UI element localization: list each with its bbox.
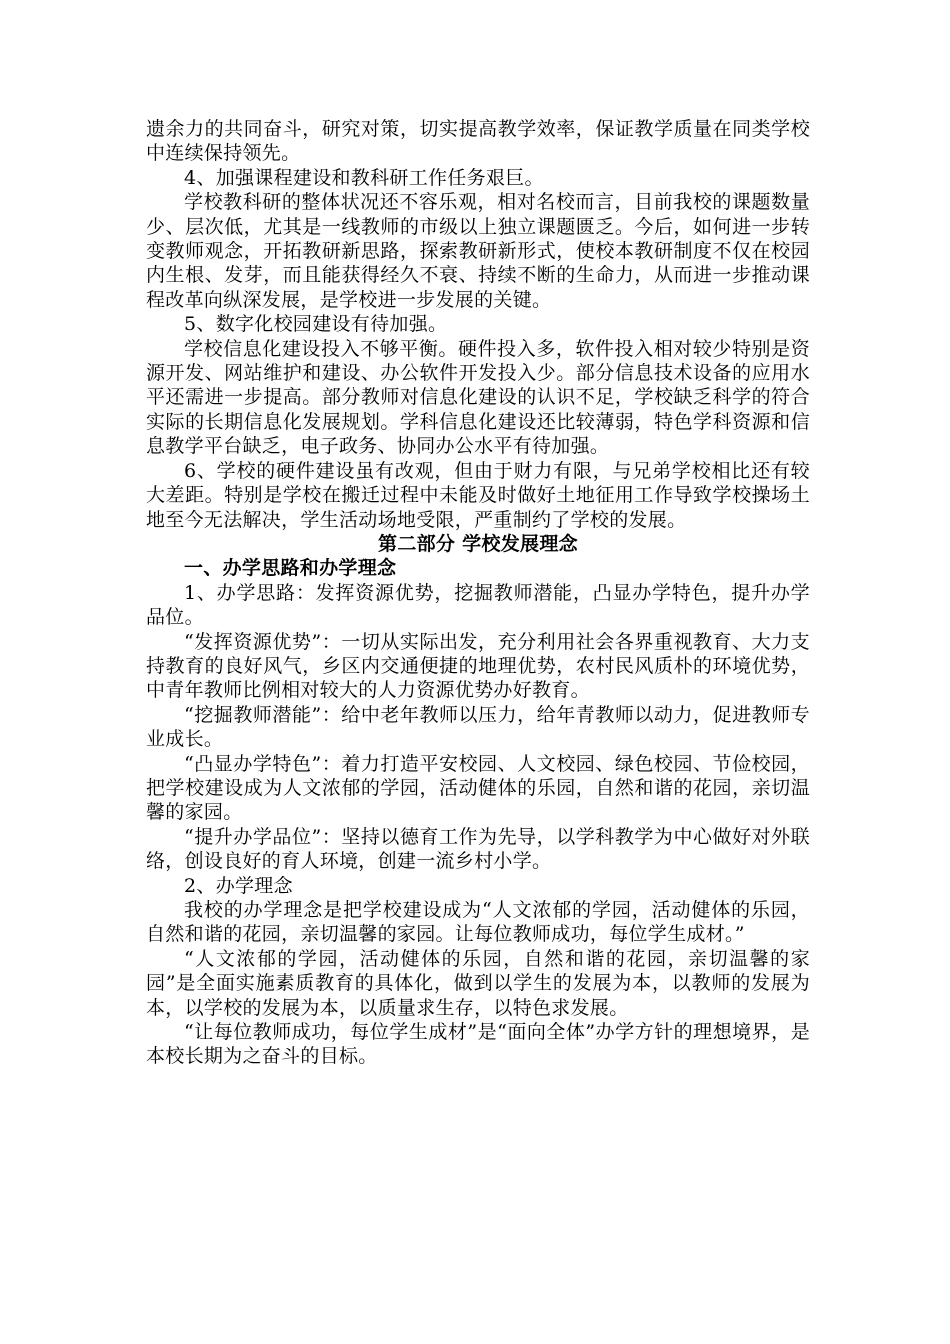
paragraph-quality-education: “人文浓郁的学园，活动健体的乐园，自然和谐的花园，亲切温馨的家园”是全面实施素质教育的具体化，做到以学生的发展为本，以教师的发展为本，以学校的发展为本，以质量求生存，以特色求发展。 bbox=[146, 947, 810, 1019]
item-heading-4: 4、加强课程建设和教科研工作任务艰巨。 bbox=[184, 166, 544, 189]
paragraph-digital-campus: 学校信息化建设投入不够平衡。硬件投入多，软件投入相对较少特别是资源开发、网站维护和建设、办公软件开发投入少。部分信息技术设备的应用水平还需进一步提高。部分教师对信息化建设的认识不足，学校缺乏科学的符合实际的长期信息化发展规划。学科信息化建设还比较薄弱，特色学科资源和信息教学平台缺乏，电子政务、协同办公水平有待加强。 bbox=[146, 337, 810, 458]
paragraph-goal: “让每位教师成功，每位学生成材”是“面向全体”办学方针的理想境界，是本校长期为之奋斗的目标。 bbox=[146, 1021, 810, 1068]
paragraph-school-idea: 1、办学思路：发挥资源优势，挖掘教师潜能，凸显办学特色，提升办学品位。 bbox=[146, 581, 810, 629]
document-page bbox=[146, 117, 810, 1069]
paragraph-school-quality: “提升办学品位”：坚持以德育工作为先导，以学科教学为中心做好对外联络，创设良好的育人环境，创建一流乡村小学。 bbox=[146, 825, 810, 873]
item-heading-philosophy: 2、办学理念 bbox=[184, 874, 293, 897]
item-heading-5: 5、数字化校园建设有待加强。 bbox=[184, 313, 448, 336]
paragraph-research: 学校教科研的整体状况还不容乐观，相对名校而言，目前我校的课题数量少、层次低，尤其是一线教师的市级以上独立课题匮乏。今后，如何进一步转变教师观念，开拓教研新思路，探索教研新形式，使校本教研制度不仅在校园内生根、发芽，而且能获得经久不衰、持续不断的生命力，从而进一步推动课程改革向纵深发展，是学校进一步发展的关键。 bbox=[146, 191, 810, 311]
paragraph-school-feature: “凸显办学特色”：着力打造平安校园、人文校园、绿色校园、节俭校园，把学校建设成为人文浓郁的学园，活动健体的乐园，自然和谐的花园，亲切温馨的家园。 bbox=[146, 752, 810, 824]
paragraph-philosophy: 我校的办学理念是把学校建设成为“人文浓郁的学园，活动健体的乐园，自然和谐的花园，亲切温馨的家园。让每位教师成功，每位学生成材。” bbox=[146, 899, 810, 946]
paragraph-continuation: 遗余力的共同奋斗，研究对策，切实提高教学效率，保证教学质量在同类学校中连续保持领先。 bbox=[146, 118, 810, 165]
part-title: 第二部分 学校发展理念 bbox=[378, 532, 578, 555]
section-title: 一、办学思路和办学理念 bbox=[184, 557, 397, 580]
paragraph-resource-advantage: “发挥资源优势”：一切从实际出发，充分利用社会各界重视教育、大力支持教育的良好风气，乡区内交通便捷的地理优势，农村民风质朴的环境优势，中青年教师比例相对较大的人力资源优势办好教育。 bbox=[146, 630, 810, 702]
paragraph-teacher-potential: “挖掘教师潜能”：给中老年教师以压力，给年青教师以动力，促进教师专业成长。 bbox=[146, 703, 810, 751]
item-6-hardware: 6、学校的硬件建设虽有改观，但由于财力有限，与兄弟学校相比还有较大差距。特别是学校在搬迁过程中未能及时做好土地征用工作导致学校操场土地至今无法解决，学生活动场地受限，严重制约了学校的发展。 bbox=[146, 459, 810, 531]
